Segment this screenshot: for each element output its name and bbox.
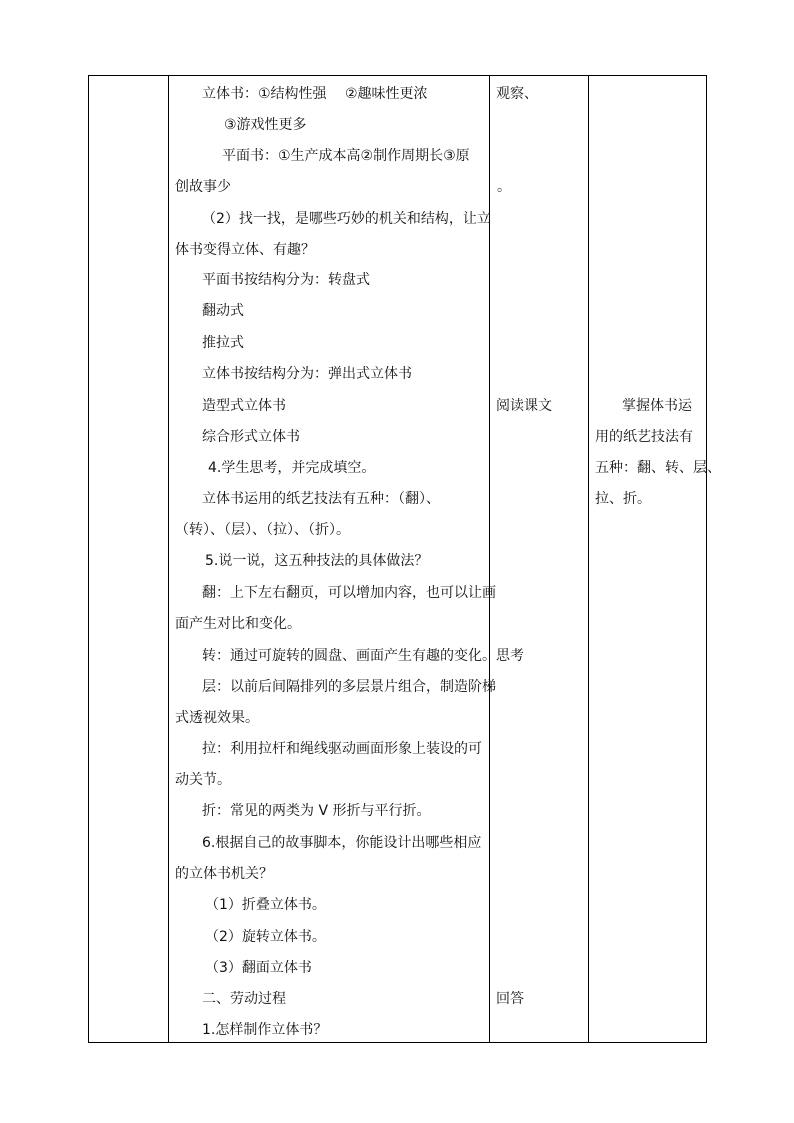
content-line: 翻动式 (202, 303, 244, 319)
intent-line: 五种：翻、转、层、 (595, 460, 721, 476)
column-divider-1 (168, 76, 169, 1042)
content-line: 立体书：①结构性强 ②趣味性更浓 (202, 86, 428, 102)
content-line: 立体书运用的纸艺技法有五种：（翻）、 (202, 491, 440, 507)
activity-answer: 回答 (496, 991, 524, 1007)
content-line: 的立体书机关？ (175, 866, 273, 882)
activity-read: 阅读课文 (496, 398, 552, 414)
content-line: 5.说一说，这五种技法的具体做法？ (205, 553, 429, 569)
content-line: （3）翻面立体书 (205, 960, 312, 976)
content-line: 平面书按结构分为：转盘式 (202, 272, 370, 288)
content-line: 造型式立体书 (202, 398, 286, 414)
content-line: （转）、（层）、（拉）、（折）。 (175, 522, 350, 538)
content-line: 面产生对比和变化。 (175, 616, 301, 632)
content-line: 推拉式 (202, 335, 244, 351)
content-line: 创故事少 (175, 179, 231, 195)
content-line: 式透视效果。 (175, 710, 259, 726)
content-line: 6.根据自己的故事脚本，你能设计出哪些相应 (202, 835, 482, 851)
content-line: 平面书：①生产成本高②制作周期长③原 (222, 148, 470, 164)
content-line: 体书变得立体、有趣？ (175, 242, 315, 258)
content-line: 综合形式立体书 (202, 429, 300, 445)
content-line: 动关节。 (175, 772, 231, 788)
column-divider-3 (588, 76, 589, 1042)
content-line: ③游戏性更多 (224, 117, 307, 133)
activity-think: 思考 (496, 648, 524, 664)
content-line: 立体书按结构分为：弹出式立体书 (202, 366, 412, 382)
content-line: 二、劳动过程 (202, 991, 286, 1007)
content-line: 拉：利用拉杆和绳线驱动画面形象上装设的可 (202, 741, 482, 757)
content-line: （1）折叠立体书。 (205, 897, 326, 913)
intent-line: 拉、折。 (595, 491, 651, 507)
lesson-plan-table (88, 75, 721, 1043)
content-line: （2）旋转立体书。 (205, 929, 326, 945)
content-line: 4.学生思考，并完成填空。 (208, 460, 376, 476)
content-line: 折：常见的两类为 V 形折与平行折。 (202, 803, 431, 819)
content-line: 翻：上下左右翻页，可以增加内容，也可以让画 (202, 585, 496, 601)
content-line: 1.怎样制作立体书？ (202, 1022, 328, 1038)
activity-period: 。 (497, 179, 511, 195)
content-line: 转：通过可旋转的圆盘、画面产生有趣的变化。 (202, 648, 496, 664)
content-line: 层：以前后间隔排列的多层景片组合，制造阶梯 (202, 679, 496, 695)
activity-observe: 观察、 (496, 86, 538, 102)
intent-line: 用的纸艺技法有 (595, 429, 693, 445)
content-line: （2）找一找，是哪些巧妙的机关和结构，让立 (202, 211, 491, 227)
intent-line: 掌握体书运 (622, 398, 692, 414)
